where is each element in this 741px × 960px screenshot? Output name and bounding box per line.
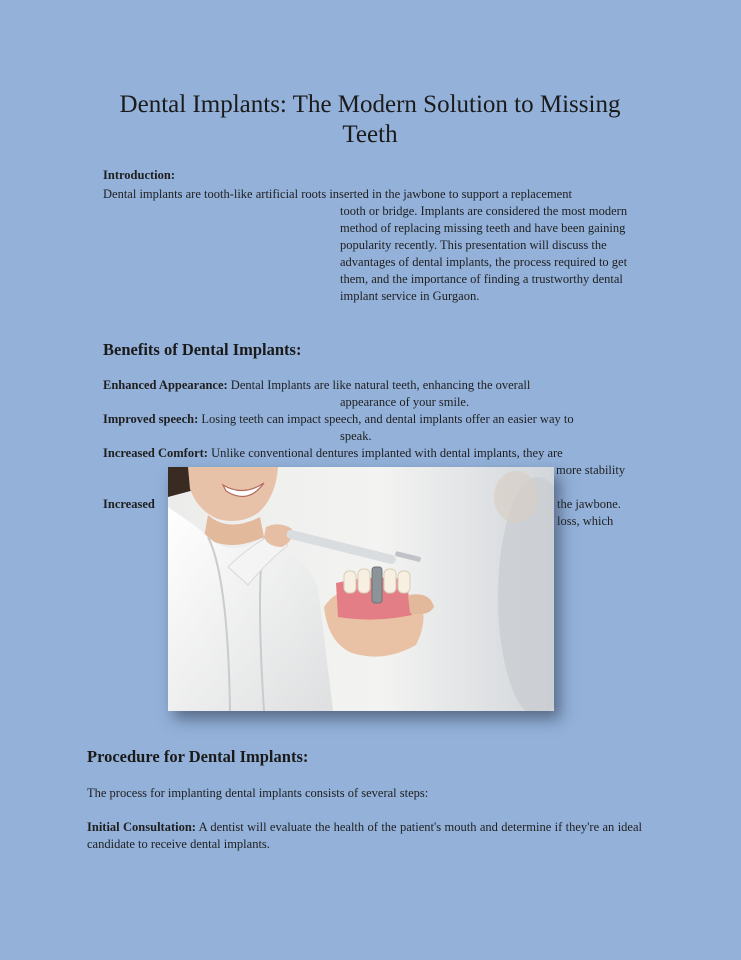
intro-heading: Introduction: (103, 168, 176, 182)
benefit-label: Increased Comfort: (103, 446, 208, 460)
benefit-item-comfort (103, 445, 563, 462)
benefit-item-speech (103, 411, 574, 428)
intro-paragraph: tooth or bridge. Implants are considered the most modern method of replacing missing teeth and have been gaining popularity recently. This presentation will discuss the advantages of dental implants, the process required to get them, and the importance of finding a trustworthy dental implant service in Gurgaon. (340, 204, 628, 303)
benefit-label: Increased (103, 497, 155, 511)
benefit-item-appearance (103, 377, 530, 394)
benefit-continuation: appearance of your smile. (340, 395, 470, 409)
benefit-continuation: more stability (556, 463, 626, 477)
dentist-photo (168, 467, 554, 711)
dentist-illustration (168, 467, 554, 711)
benefit-label: Improved speech: (103, 412, 199, 426)
benefit-continuation: speak. (340, 429, 372, 443)
step-label: Initial Consultation: (87, 820, 196, 834)
benefit-continuation: loss, which (557, 514, 614, 528)
step-text: A dentist will evaluate the health of the patient's mouth and determine if they're an ideal candidate to receive dental implants. (87, 820, 642, 851)
benefit-text: Losing teeth can impact speech, and dental implants offer an easier way to (198, 412, 574, 426)
benefits-heading: Benefits of Dental Implants: (103, 340, 302, 359)
procedure-step-consultation (87, 819, 642, 853)
benefit-label: Enhanced Appearance: (103, 378, 228, 392)
benefit-text: the jawbone. (557, 497, 621, 511)
benefit-text: Dental Implants are like natural teeth, enhancing the overall (227, 378, 531, 392)
procedure-intro: The process for implanting dental implants consists of several steps: (87, 786, 429, 800)
benefit-text: Unlike conventional dentures implanted with dental implants, they are (207, 446, 563, 460)
page-title: Dental Implants: The Modern Solution to Missing Teeth (119, 91, 621, 148)
intro-first-line: Dental implants are tooth-like artificial roots inserted in the jawbone to support a replacement (103, 187, 572, 201)
procedure-heading: Procedure for Dental Implants: (87, 747, 309, 766)
benefit-item-increased (103, 496, 155, 513)
